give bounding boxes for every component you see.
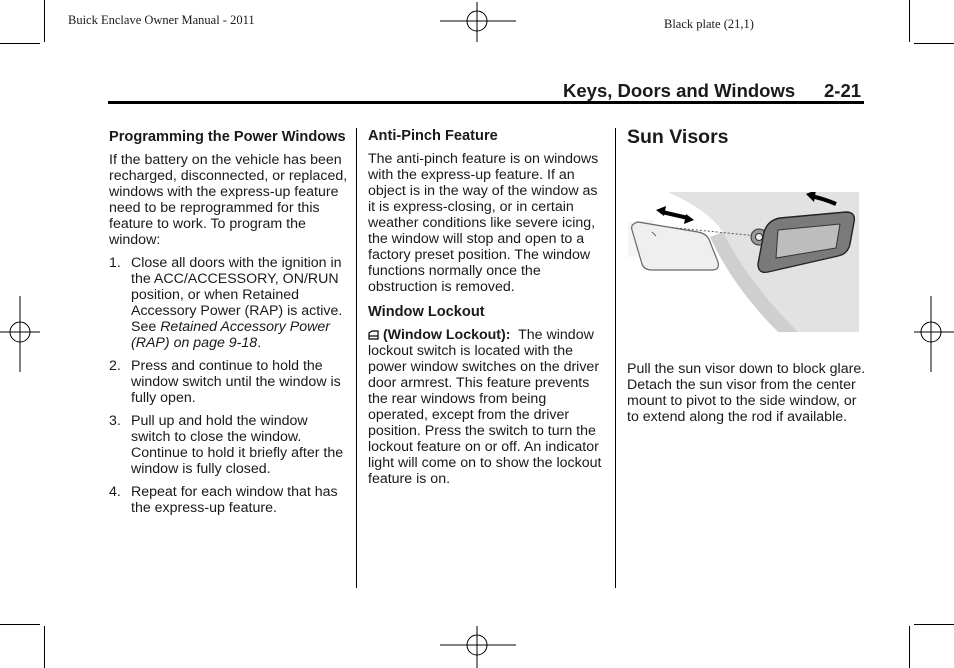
sun-visor-text-block bbox=[627, 361, 867, 425]
window-lockout-label: (Window Lockout): bbox=[382, 327, 511, 343]
crop-mark bbox=[0, 43, 40, 44]
heading-window-lockout: Window Lockout bbox=[368, 304, 485, 320]
heading-sun-visors: Sun Visors bbox=[627, 126, 729, 148]
window-lockout-paragraph bbox=[368, 327, 608, 487]
step-number: 3. bbox=[109, 413, 121, 429]
plate-label: Black plate (21,1) bbox=[664, 17, 754, 31]
crop-mark bbox=[909, 626, 910, 668]
registration-mark bbox=[0, 296, 40, 372]
column-divider bbox=[356, 128, 357, 588]
column-anti-pinch bbox=[368, 127, 608, 487]
step-text: Pull up and hold the window switch to close the window. Continue to hold it briefly after the window is fully closed. bbox=[131, 413, 344, 477]
sun-visor-illustration bbox=[628, 192, 859, 332]
heading-anti-pinch: Anti-Pinch Feature bbox=[368, 128, 498, 144]
column-programming bbox=[109, 128, 349, 523]
intro-paragraph: If the battery on the vehicle has been recharged, disconnected, or replaced, windows with the express-up feature need to be reprogrammed for this feature to work. To program the window: bbox=[109, 152, 348, 248]
step-text: Press and continue to hold the window switch until the window is fully open. bbox=[131, 358, 341, 406]
sun-visor-paragraph: Pull the sun visor down to block glare. Detach the sun visor from the center mount to pivot to the side window, or to extend along the rod if available. bbox=[627, 361, 866, 425]
crop-mark bbox=[914, 624, 954, 625]
anti-pinch-paragraph: The anti-pinch feature is on windows with the express-up feature. If an object is in the way of the window as it is express-closing, or in certain weather conditions like severe icing, the window will stop and open to a factory preset position. The window functions normally once the obstruction is removed. bbox=[368, 151, 599, 295]
list-item bbox=[109, 484, 349, 516]
registration-mark bbox=[440, 2, 516, 42]
heading-programming-power-windows: Programming the Power Windows bbox=[109, 129, 346, 145]
step-number: 1. bbox=[109, 255, 121, 271]
step-end: . bbox=[257, 335, 262, 351]
step-number: 4. bbox=[109, 484, 121, 500]
window-lockout-text: The window lockout switch is located with the power window switches on the driver door armrest. This feature prevents the rear windows from being operated, except from the driver position. Press the switch to turn the lockout feature on or off. An indicator light will come on to show the lockout feature is on. bbox=[368, 327, 602, 487]
crop-mark bbox=[0, 624, 40, 625]
crop-mark bbox=[44, 0, 45, 42]
list-item bbox=[109, 413, 349, 477]
see-label: See bbox=[131, 319, 161, 335]
steps-list bbox=[109, 255, 349, 516]
registration-mark bbox=[914, 296, 954, 372]
column-divider bbox=[615, 128, 616, 588]
list-item bbox=[109, 255, 349, 351]
step-number: 2. bbox=[109, 358, 121, 374]
registration-mark bbox=[440, 626, 516, 668]
crop-mark bbox=[909, 0, 910, 42]
manual-title: Buick Enclave Owner Manual - 2011 bbox=[68, 13, 255, 27]
step-text: Repeat for each window that has the express-up feature. bbox=[131, 484, 338, 516]
section-title: Keys, Doors and Windows bbox=[563, 80, 796, 101]
column-sun-visors bbox=[627, 126, 867, 148]
list-item bbox=[109, 358, 349, 406]
step-text: Close all doors with the ignition in the ACC/ACCESSORY, ON/RUN position, or when Retained Accessory Power (RAP) is active. bbox=[131, 255, 343, 319]
window-lockout-icon bbox=[368, 330, 379, 340]
cross-reference-link[interactable]: Retained Accessory Power (RAP) on page 9-18 bbox=[131, 319, 330, 351]
crop-mark bbox=[44, 626, 45, 668]
page-number: 2-21 bbox=[824, 80, 862, 101]
header-rule bbox=[108, 101, 864, 104]
crop-mark bbox=[914, 43, 954, 44]
